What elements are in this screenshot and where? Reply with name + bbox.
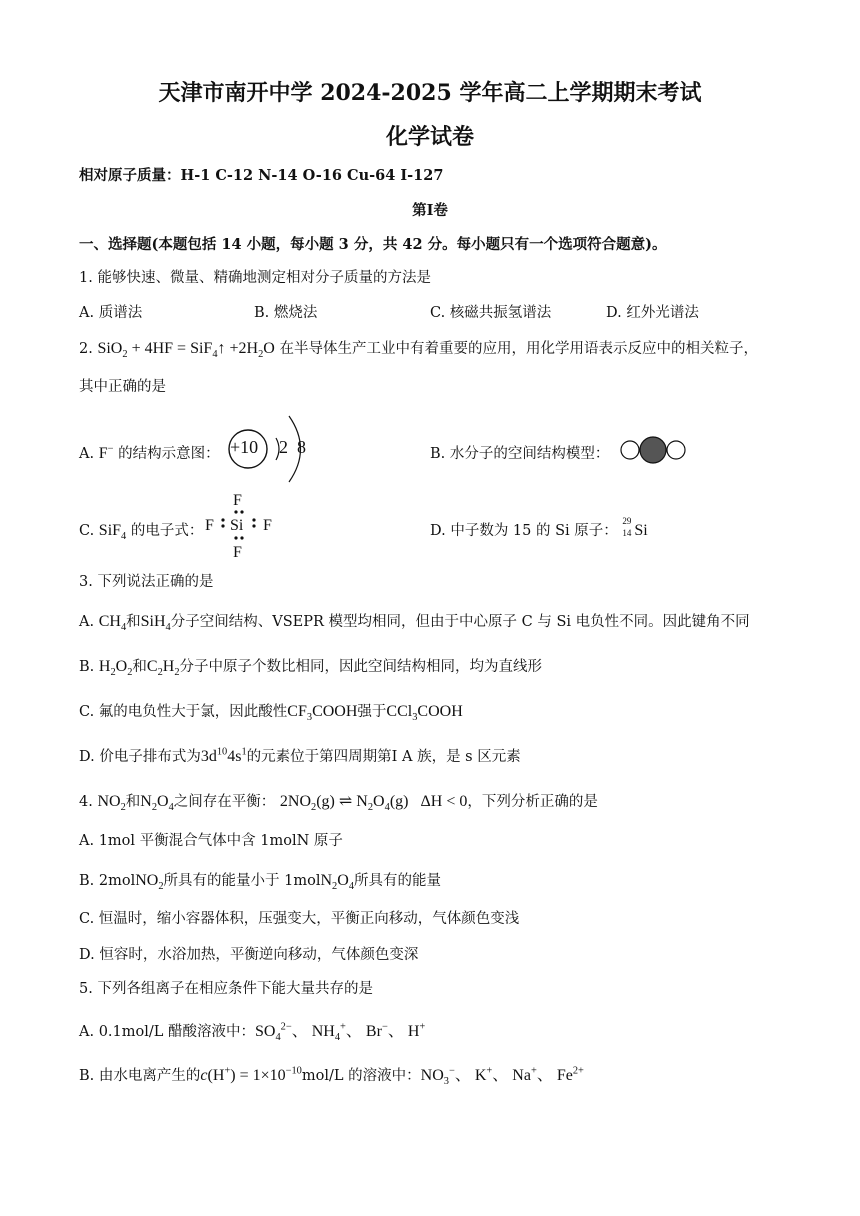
shell-2-electrons: 8 [297, 437, 306, 457]
q4-stem: 4. $NO_2$和$N_2O_4$之间存在平衡： $2NO_2(g)$ ⇌ $N_2O_4(g) \Delta H < 0$，下列分析正确的是 [79, 793, 598, 814]
sif4-electron-dot-formula [200, 488, 280, 568]
q2-option-d: D. 中子数为 15 的 Si 原子： 29 14 Si [430, 516, 648, 539]
q3-option-a: A. $CH_4$和SiH$_4$分子空间结构、VSEPR 模型均相同，但由于中心原子 C 与 Si 电负性不同。因此键角不同 [79, 613, 750, 634]
svg-text:F: F [233, 544, 242, 561]
q2-equation: SiO$_2$ + 4HF = SiF$_4$↑ $+2H_2O$ [97, 340, 275, 361]
q3-stem: 3. 下列说法正确的是 [79, 574, 214, 590]
water-molecule-model [618, 436, 690, 464]
q1-stem: 1. 能够快速、微量、精确地测定相对分子质量的方法是 [79, 270, 431, 286]
exam-title: 天津市南开中学 2024-2025 学年高二上学期期末考试 [158, 80, 702, 106]
nucleus-charge: +10 [230, 437, 259, 457]
q1-option-a: A. 质谱法 [79, 305, 143, 321]
q3-option-b: B. $H_2O_2$和$C_2H_2$分子中原子个数比相同，因此空间结构相同，均为直线形 [79, 658, 543, 679]
volume-heading: 第Ⅰ卷 [412, 202, 448, 219]
q3-option-d: D. 价电子排布式为$3d^{10}4s^1$的元素位于第四周期第Ⅰ A 族，是 s 区元素 [79, 746, 521, 765]
q5-option-a: A. 0.1mol/L 醋酸溶液中：$SO_4^{2-}$、 $NH_4^+$、 Br−、 H+ [79, 1021, 426, 1044]
q5-option-b: B. 由水电离产生的$c(H^+) = 1\times 10^{-10}mol/L$ 的溶液中：$NO_3^-$、 K+、 Na+、 $Fe^{2+}$ [79, 1065, 584, 1088]
q4-option-d: D. 恒容时，水浴加热，平衡逆向移动，气体颜色变深 [79, 947, 419, 963]
q5-stem: 5. 下列各组离子在相应条件下能大量共存的是 [79, 981, 373, 997]
q4-option-c: C. 恒温时，缩小容器体积，压强变大，平衡正向移动，气体颜色变浅 [79, 911, 520, 927]
svg-text:F: F [205, 517, 214, 534]
q1-option-c: C. 核磁共振氢谱法 [430, 305, 552, 321]
shell-1-electrons: 2 [279, 437, 288, 457]
svg-text:F: F [233, 492, 242, 509]
q4-option-b: B. 2molNO$_2$所具有的能量小于 $1molN_2O_4$所具有的能量 [79, 872, 442, 893]
q3-option-c: C. 氟的电负性大于氯，因此酸性$CF_3COOH$强于CCl$_3$COOH [79, 703, 463, 724]
q2-stem-line2: 其中正确的是 [79, 379, 166, 395]
q1-option-b: B. 燃烧法 [254, 305, 318, 321]
q2-option-b: B. 水分子的空间结构模型： [430, 446, 610, 462]
q1-option-d: D. 红外光谱法 [606, 305, 699, 321]
svg-text:Si: Si [230, 517, 244, 534]
q2-stem: 2. SiO$_2$ + 4HF = SiF$_4$↑ $+2H_2O$ 在半导体生产工业中有着重要的应用，用化学用语表示反应中的相关粒子， [79, 340, 758, 361]
atomic-masses: 相对原子质量：H-1 C-12 N-14 O-16 Cu-64 I-127 [79, 167, 444, 184]
q2-option-a: A. F− 的结构示意图： [79, 443, 220, 462]
svg-text:F: F [263, 517, 272, 534]
q4-option-a: A. 1mol 平衡混合气体中含 1molN 原子 [79, 833, 343, 849]
section-heading: 一、选择题(本题包括 14 小题，每小题 3 分，共 42 分。每小题只有一个选项符合题意)。 [79, 236, 667, 253]
exam-subtitle: 化学试卷 [385, 124, 474, 150]
q2-option-c: C. SiF$_4$ 的电子式： [79, 522, 204, 543]
